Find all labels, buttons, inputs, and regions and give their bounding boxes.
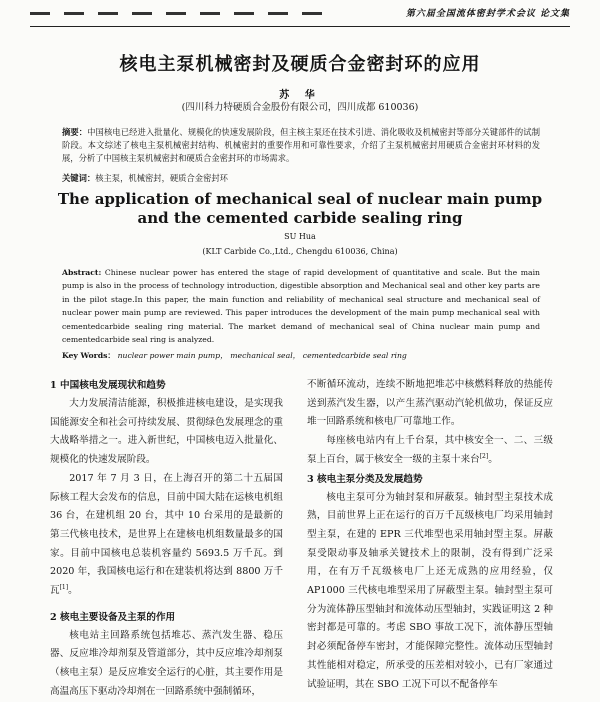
running-title: 第六届全国流体密封学术会议 论文集 [405,9,570,19]
paragraph-end: 。 [68,585,78,597]
section-heading: 3 核电主泵分类及发展趋势 [307,473,423,485]
paragraph: 核电主泵可分为轴封泵和屏蔽泵。轴封型主泵技术成熟，目前世界上正在运行的百万千瓦级核电厂均采用轴封型主泵，在建的 EPR 三代堆型也采用轴封型主泵。屏蔽泵受限动事及轴承关键技术上的限制，没有得到广泛采用，在有万千瓦级核电厂上还无成熟的应用经验，仅 AP1000 三代核电堆型采用了屏蔽型主泵。轴封型主泵可分为流体静压型轴封和流体动压型轴封，实践证明这 2 种密封都是可靠的。考虑 SBO 事故工况下，流体静压型轴封必须配备停车密封，才能保障完整性。流体动压型轴封其性能相对稳定，所承受的压差相对较小，已有厂家通过试验证明，其在 SBO 工况下可以不配备停车 [307,491,553,690]
section-heading: 1 中国核电发展现状和趋势 [50,380,166,391]
abstract-cn-text: 中国核电已经进入批量化、规模化的快速发展阶段，但主核主泵还在技术引进、消化吸收及机械密封等部分关键部件的试制阶段。本文综述了核电主泵机械密封结构、机械密封的重要作用和可靠性要求，介绍了主泵机械密封用硬质合金密封环材料的发展，分析了中国核主泵机械密封和硬质合金密封环的市场需求。 [62,127,540,163]
citation-ref: [1] [59,583,69,591]
abstract-cn [62,126,540,165]
body-column-right [307,376,553,694]
abstract-en-text: Chinese nuclear power has entered the stage of rapid development of quantitative and scale. But the main pump is also in the process of technology introduction, digestible absorption and Mechanical seal and other key parts are in the pilot stage.In this paper, the main function and reliability of mechanical seal structure and mechanical seal of nuclear power main pump are reviewed. This paper introduces the development of the main pump mechanical seal with cementedcarbide sealing ring material. The market demand of mechanical seal of China nuclear main pump and cementedcarbide seal ring is analyzed. [62,268,540,345]
affiliation-en: (KLT Carbide Co.,Ltd., Chengdu 610036, China) [202,247,398,256]
paper-title-cn: 核电主泵机械密封及硬质合金密封环的应用 [119,54,481,75]
keywords-en-text: nuclear power main pump， mechanical seal， cementedcarbide seal ring [117,351,407,360]
page-header [30,6,570,24]
paper-title-en-line2: and the cemented carbide sealing ring [137,209,463,227]
paragraph-text: 2017 年 7 月 3 日，在上海召开的第二十五届国际核工程大会发布的信息，目前中国大陆在运核电机组 36 台，在建机组 20 台，其中 10 台采用的是最新的第三代核电技术，是世界上在建核电机组数量最多的国家。目前中国核电总装机容量约 5693.5 万千瓦。到 2020 年，我国核电运行和在建装机将达到 8800 万千瓦 [50,472,283,597]
abstract-en-label: Abstract: [62,268,102,277]
paragraph [50,470,283,601]
affiliation-cn: (四川科力特硬质合金股份有限公司，四川成都 610036) [181,102,419,113]
keywords-cn-text: 核主泵，机械密封，硬质合金密封环 [95,173,228,183]
abstract-cn-label: 摘要： [62,127,88,137]
keywords-cn-label: 关键词： [62,173,96,183]
paragraph: 核电站主回路系统包括堆芯、蒸汽发生器、稳压器、反应堆冷却剂泵及管道部分，其中反应堆冷却剂泵（核电主泵）是反应堆安全运行的心脏，其主要作用是高温高压下驱动冷却剂在一回路系统中强制循环， [50,629,283,697]
paper-title-en-line1: The application of mechanical seal of nuclear main pump [57,190,543,208]
paragraph-continued: 不断循环流动，连续不断地把堆芯中核燃料释放的热能传送到蒸汽发生器，以产生蒸汽驱动汽轮机做功，保证反应堆一回路系统和核电厂可靠地工作。 [307,379,553,428]
body-column-left [50,376,283,702]
keywords-en [62,350,540,361]
header-decoration [30,12,330,15]
paper-title-en [0,190,600,228]
citation-ref: [2] [479,452,489,460]
keywords-en-label: Key Words： [62,351,116,360]
section-heading: 2 核电主要设备及主泵的作用 [50,611,176,623]
author-cn: 苏 华 [279,90,321,101]
paragraph-end: 。 [488,453,498,465]
keywords-cn [62,172,540,184]
paragraph-text: 每座核电站内有上千台泵，其中核安全一、二、三级泵上百台，属于核安全一级的主泵十来台 [307,435,553,465]
abstract-en [62,266,540,346]
author-en: SU Hua [284,232,316,241]
paragraph [307,432,553,469]
header-rule [30,26,570,27]
paragraph: 大力发展清洁能源，积极推进核电建设，是实现我国能源安全和社会可持续发展、贯彻绿色发展理念的重大战略举措之一。进入新世纪，中国核电迈入批量化、规模化的快速发展阶段。 [50,398,283,466]
